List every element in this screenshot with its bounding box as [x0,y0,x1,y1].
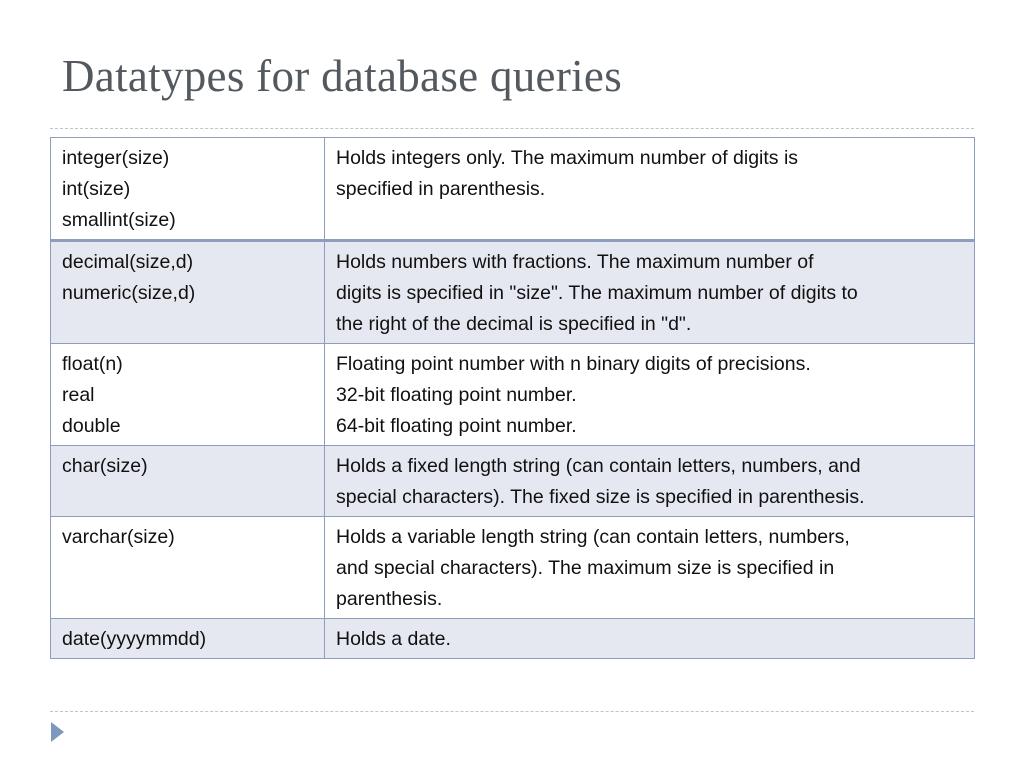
description-line: digits is specified in "size". The maximum number of digits to [336,282,858,304]
description-line: Holds integers only. The maximum number of digits is [336,147,799,169]
type-name: varchar(size) [62,526,175,548]
description-line: parenthesis. [336,588,443,610]
description-line: Holds a date. [336,628,451,650]
type-cell [51,344,325,446]
type-cell [51,517,325,619]
description-line: Holds numbers with fractions. The maximum number of [336,251,814,273]
type-cell [51,619,325,659]
type-cell [51,138,325,241]
type-name: integer(size) [62,147,170,169]
type-name: int(size) [62,178,131,200]
type-cell [51,241,325,344]
description-line: 32-bit floating point number. [336,384,577,406]
description-line: Holds a variable length string (can contain letters, numbers, [336,526,850,548]
type-name: numeric(size,d) [62,282,196,304]
type-cell [51,446,325,517]
description-line: Holds a fixed length string (can contain letters, numbers, and [336,455,861,477]
type-name: real [62,384,95,406]
type-name: decimal(size,d) [62,251,194,273]
description-cell [325,344,975,446]
datatypes-table [50,137,975,659]
table-row [51,344,975,446]
description-cell [325,241,975,344]
description-cell [325,517,975,619]
table-row [51,619,975,659]
table-row [51,138,975,241]
description-line: the right of the decimal is specified in "d". [336,313,692,335]
type-name: smallint(size) [62,209,176,231]
description-line: and special characters). The maximum size is specified in [336,557,835,579]
description-line: 64-bit floating point number. [336,415,577,437]
description-line: specified in parenthesis. [336,178,546,200]
table-row [51,241,975,344]
title-divider [50,128,974,129]
description-cell [325,619,975,659]
type-name: float(n) [62,353,123,375]
table-row [51,446,975,517]
table-row [51,517,975,619]
description-cell [325,446,975,517]
type-name: date(yyyymmdd) [62,628,207,650]
triangle-bullet-icon [51,722,64,742]
footer-divider [50,711,974,712]
description-cell [325,138,975,241]
type-name: char(size) [62,455,148,477]
description-line: Floating point number with n binary digits of precisions. [336,353,811,375]
page-title: Datatypes for database queries [62,51,623,101]
description-line: special characters). The fixed size is specified in parenthesis. [336,486,865,508]
type-name: double [62,415,121,437]
